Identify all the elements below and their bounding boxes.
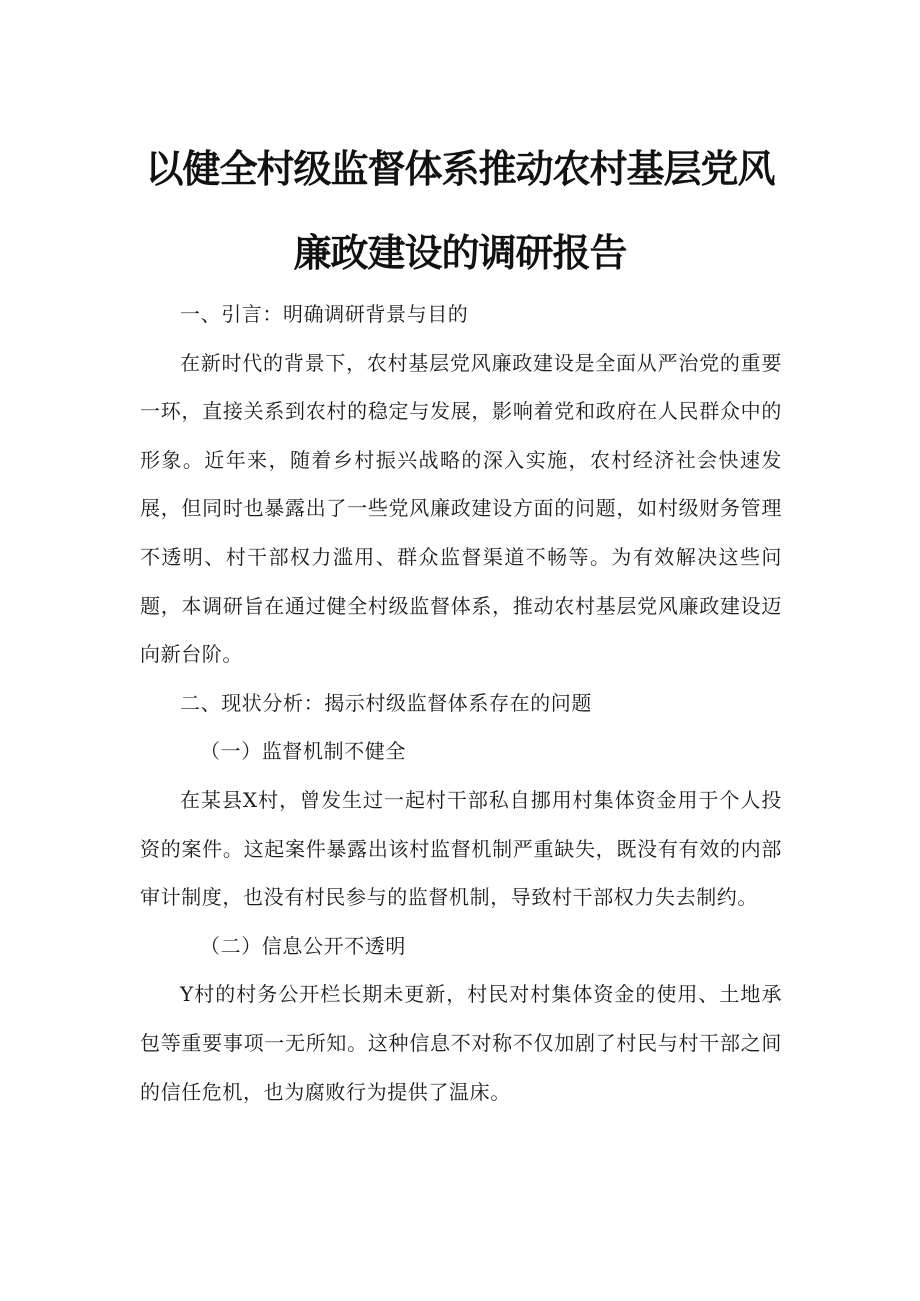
subsection-2-paragraph: Y村的村务公开栏长期未更新，村民对村集体资金的使用、土地承包等重要事项一无所知。这种信息不对称不仅加剧了村民与村干部之间的信任危机，也为腐败行为提供了温床。	[140, 982, 782, 1104]
section-1-paragraph: 在新时代的背景下，农村基层党风廉政建设是全面从严治党的重要一环，直接关系到农村的稳定与发展，影响着党和政府在人民群众中的形象。近年来，随着乡村振兴战略的深入实施，农村经济社会快速发展，但同时也暴露出了一些党风廉政建设方面的问题，如村级财务管理不透明、村干部权力滥用、群众监督渠道不畅等。为有效解决这些问题，本调研旨在通过健全村级监督体系，推动农村基层党风廉政建设迈向新台阶。	[140, 350, 782, 667]
section-1-heading: 一、引言：明确调研背景与目的	[180, 302, 469, 326]
section-2-heading: 二、现状分析：揭示村级监督体系存在的问题	[180, 690, 592, 715]
document-body	[140, 290, 782, 1116]
subsection-1-heading: （一）监督机制不健全	[200, 739, 406, 764]
subsection-2-heading: （二）信息公开不透明	[200, 933, 406, 958]
document-title-line-1: 以健全村级监督体系推动农村基层党风	[145, 147, 775, 191]
subsection-1-paragraph: 在某县X村，曾发生过一起村干部私自挪用村集体资金用于个人投资的案件。这起案件暴露出该村监督机制严重缺失，既没有有效的内部审计制度，也没有村民参与的监督机制，导致村干部权力失去制约。	[140, 787, 782, 910]
document-title-line-2: 廉政建设的调研报告	[293, 231, 627, 275]
